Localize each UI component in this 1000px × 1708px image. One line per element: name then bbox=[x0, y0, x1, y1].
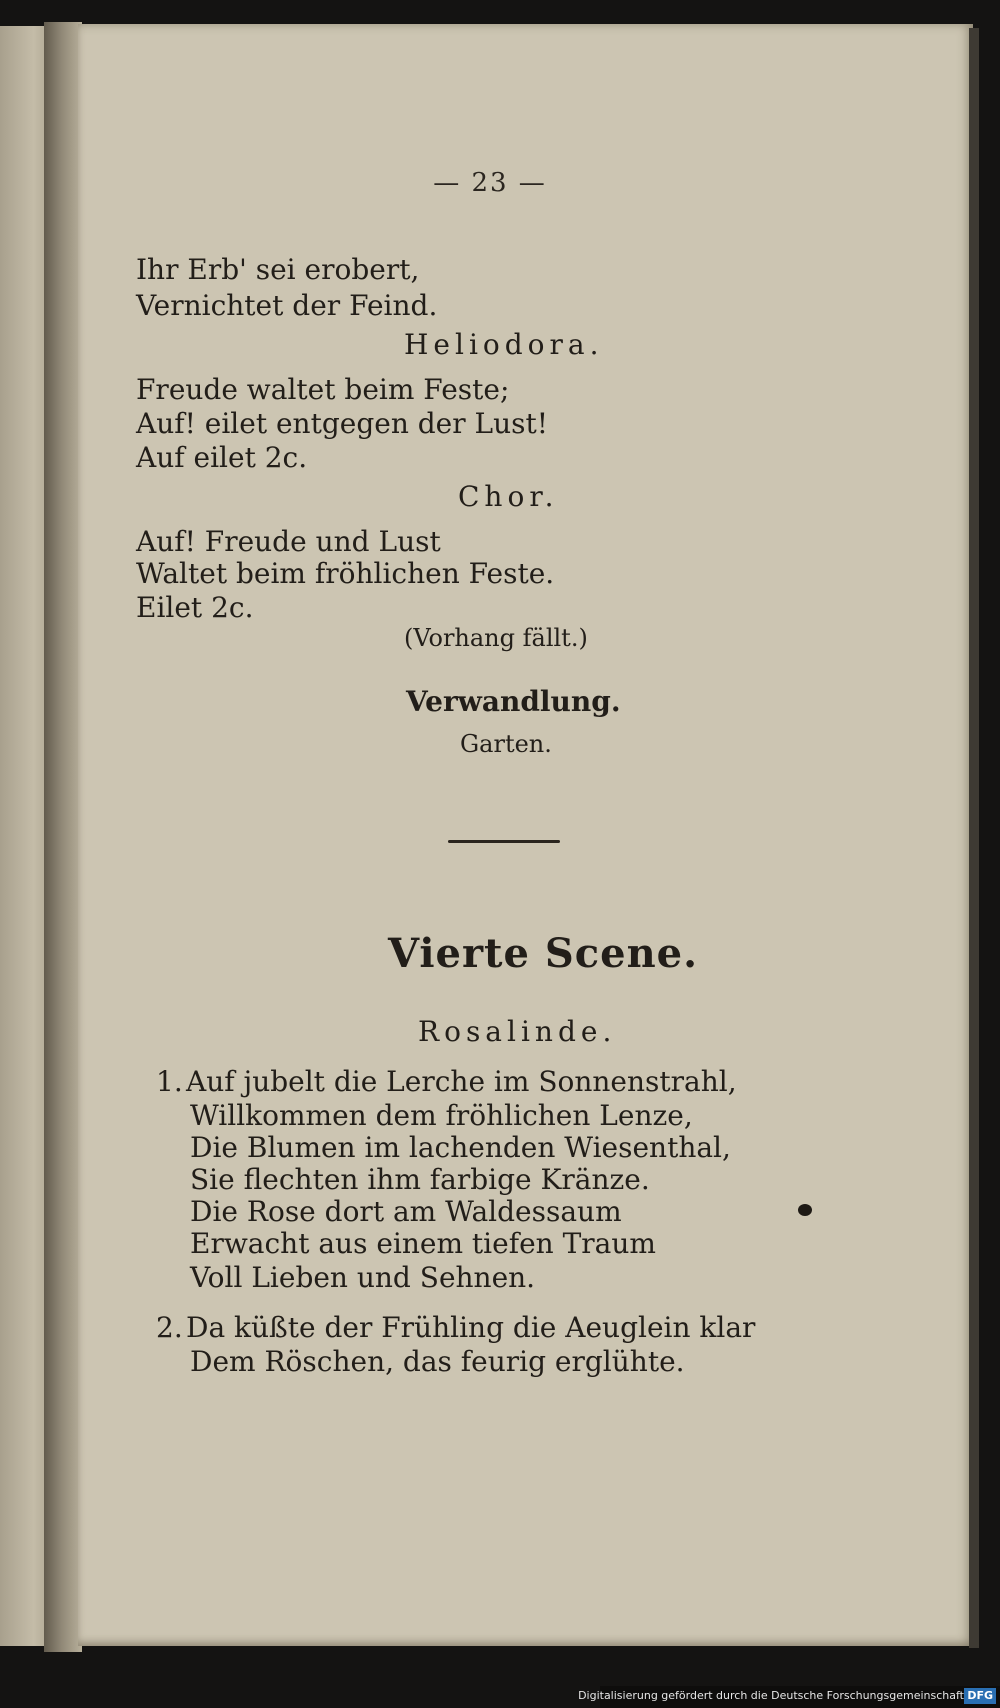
verse-text: Auf jubelt die Lerche im Sonnenstrahl, bbox=[186, 1065, 737, 1098]
text-line: Ihr Erb' sei erobert, bbox=[136, 253, 420, 286]
verse-number: 2. bbox=[156, 1311, 183, 1344]
verse-line bbox=[156, 1066, 737, 1098]
scene-change-heading: Verwandlung. bbox=[406, 685, 621, 718]
verse-line: Erwacht aus einem tiefen Traum bbox=[190, 1227, 656, 1260]
book-gutter bbox=[44, 22, 82, 1652]
stage-direction: (Vorhang fällt.) bbox=[404, 624, 588, 652]
facing-page-edge bbox=[0, 26, 48, 1646]
verse-line: Voll Lieben und Sehnen. bbox=[190, 1261, 536, 1294]
section-divider bbox=[448, 840, 560, 843]
text-line: Eilet 2c. bbox=[136, 591, 254, 624]
verse-line: Sie flechten ihm farbige Kränze. bbox=[190, 1163, 650, 1196]
page-number: — 23 — bbox=[433, 168, 547, 198]
dfg-logo: DFG bbox=[964, 1688, 996, 1704]
verse-line: Dem Röschen, das feurig erglühte. bbox=[190, 1345, 685, 1378]
text-line: Vernichtet der Feind. bbox=[136, 289, 438, 322]
section-title: Vierte Scene. bbox=[388, 930, 699, 977]
speaker-name: Rosalinde. bbox=[418, 1015, 617, 1048]
scene-setting: Garten. bbox=[460, 730, 552, 758]
text-line: Freude waltet beim Feste; bbox=[136, 373, 510, 406]
speaker-name: Chor. bbox=[458, 480, 559, 513]
verse-line: Willkommen dem fröhlichen Lenze, bbox=[190, 1099, 693, 1132]
text-line: Waltet beim fröhlichen Feste. bbox=[136, 557, 555, 590]
verse-line bbox=[156, 1312, 755, 1344]
text-line: Auf eilet 2c. bbox=[136, 441, 308, 474]
verse-line: Die Blumen im lachenden Wiesenthal, bbox=[190, 1131, 731, 1164]
verse-line: Die Rose dort am Waldessaum bbox=[190, 1195, 622, 1228]
digitization-credit: Digitalisierung gefördert durch die Deutsche Forschungsgemeinschaft bbox=[578, 1689, 964, 1702]
page-edge-shadow bbox=[969, 28, 979, 1648]
speaker-name: Heliodora. bbox=[404, 328, 604, 361]
verse-number: 1. bbox=[156, 1065, 183, 1098]
text-line: Auf! Freude und Lust bbox=[136, 525, 441, 558]
verse-text: Da küßte der Frühling die Aeuglein klar bbox=[186, 1311, 756, 1344]
text-line: Auf! eilet entgegen der Lust! bbox=[136, 407, 549, 440]
ink-spot bbox=[798, 1204, 812, 1216]
